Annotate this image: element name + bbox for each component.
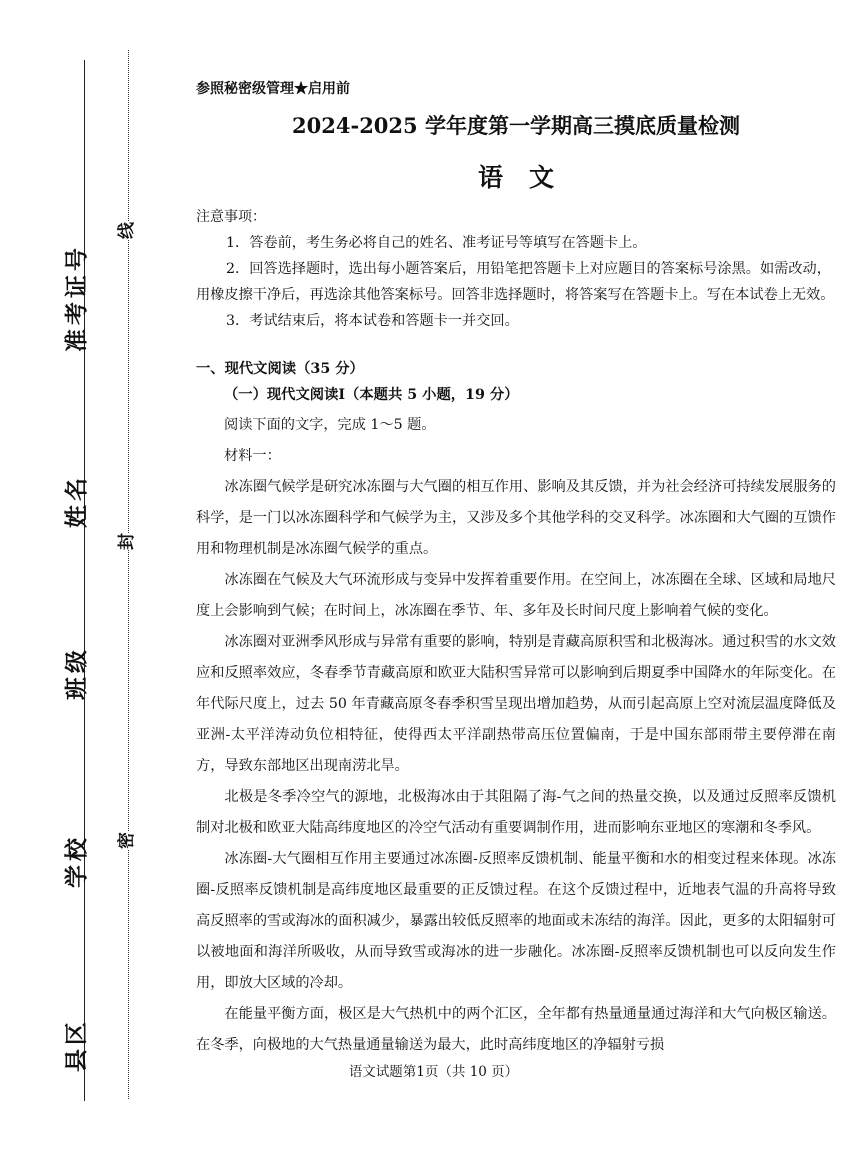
passage-paragraph: 在能量平衡方面，极区是大气热机中的两个汇区，全年都有热量通量通过海洋和大气向极区输送。在冬季，向极地的大气热量通量输送为最大，此时高纬度地区的净辐射亏损 xyxy=(196,1006,836,1053)
exam-title: 2024-2025 学年度第一学期高三摸底质量检测 xyxy=(292,113,740,138)
notice-item: 3．考试结束后，将本试卷和答题卡一并交回。 xyxy=(226,313,519,329)
school-label: 学校 xyxy=(64,834,90,888)
admission-number-label: 准考证号 xyxy=(64,244,90,352)
notice-item: 2．回答选择题时，选出每小题答案后，用铅笔把答题卡上对应题目的答案标号涂黑。如需改动，用橡皮擦干净后，再选涂其他答案标号。回答非选择题时，将答案写在答题卡上。写在本试卷上无效。 xyxy=(196,261,835,303)
passage-paragraph: 北极是冬季冷空气的源地，北极海冰由于其阻隔了海-气之间的热量交换，以及通过反照率反馈机制对北极和欧亚大陆高纬度地区的冷空气活动有重要调制作用，进而影响东亚地区的寒潮和冬季风。 xyxy=(196,789,836,836)
notice-list xyxy=(196,230,836,334)
seal-char-line: 线 xyxy=(108,222,141,239)
passage-paragraph: 冰冻圈气候学是研究冰冻圈与大气圈的相互作用、影响及其反馈，并为社会经济可持续发展服务的科学，是一门以冰冻圈科学和气候学为主，又涉及多个其他学科的交叉科学。冰冻圈和大气圈的互馈作用和物理机制是冰冻圈气候学的重点。 xyxy=(196,479,836,557)
seal-char-secret: 密 xyxy=(108,832,141,849)
passage-paragraph: 冰冻圈对亚洲季风形成与异常有重要的影响，特别是青藏高原积雪和北极海冰。通过积雪的水文效应和反照率效应，冬春季节青藏高原和欧亚大陆积雪异常可以影响到后期夏季中国降水的年际变化。在年代际尺度上，过去 50 年青藏高原冬春季积雪呈现出增加趋势，从而引起高原上空对流层温度降低及亚洲-太平洋涛动负位相特征，使得西太平洋副热带高压位置偏南，于是中国东部雨带主要停滞在南方，导致东部地区出现南涝北旱。 xyxy=(196,634,836,774)
subject-title: 语文 xyxy=(477,163,580,192)
passage-paragraph: 冰冻圈-大气圈相互作用主要通过冰冻圈-反照率反馈机制、能量平衡和水的相变过程来体现。冰冻圈-反照率反馈机制是高纬度地区最重要的正反馈过程。在这个反馈过程中，近地表气温的升高将导致高反照率的雪或海冰的面积减少，暴露出较低反照率的地面或未冻结的海洋。因此，更多的太阳辐射可以被地面和海洋所吸收，从而导致雪或海冰的进一步融化。冰冻圈-反照率反馈机制也可以反向发生作用，即放大区域的冷却。 xyxy=(196,851,836,991)
subsection-title: （一）现代文阅读Ⅰ（本题共 5 小题，19 分） xyxy=(224,387,519,403)
page-footer: 语文试题第1页（共 10 页） xyxy=(348,1064,519,1080)
notice-heading: 注意事项： xyxy=(196,209,266,225)
name-label: 姓名 xyxy=(64,474,90,528)
material-label: 材料一： xyxy=(224,448,281,464)
exam-content xyxy=(196,78,836,1061)
confidential-notice: 参照秘密级管理★启用前 xyxy=(196,81,350,97)
reading-instruction: 阅读下面的文字，完成 1～5 题。 xyxy=(224,417,436,433)
class-label: 班级 xyxy=(64,646,90,700)
notice-item: 1．答卷前，考生务必将自己的姓名、准考证号等填写在答题卡上。 xyxy=(226,235,647,251)
passage-paragraph: 冰冻圈在气候及大气环流形成与变异中发挥着重要作用。在空间上，冰冻圈在全球、区域和局地尺度上会影响到气候；在时间上，冰冻圈在季节、年、多年及长时间尺度上影响着气候的变化。 xyxy=(196,572,836,619)
section-title: 一、现代文阅读（35 分） xyxy=(196,361,364,377)
district-label: 县区 xyxy=(64,1018,90,1072)
binding-dotted-line xyxy=(128,50,129,1099)
binding-solid-line xyxy=(84,60,85,1101)
seal-char-seal: 封 xyxy=(108,533,141,550)
